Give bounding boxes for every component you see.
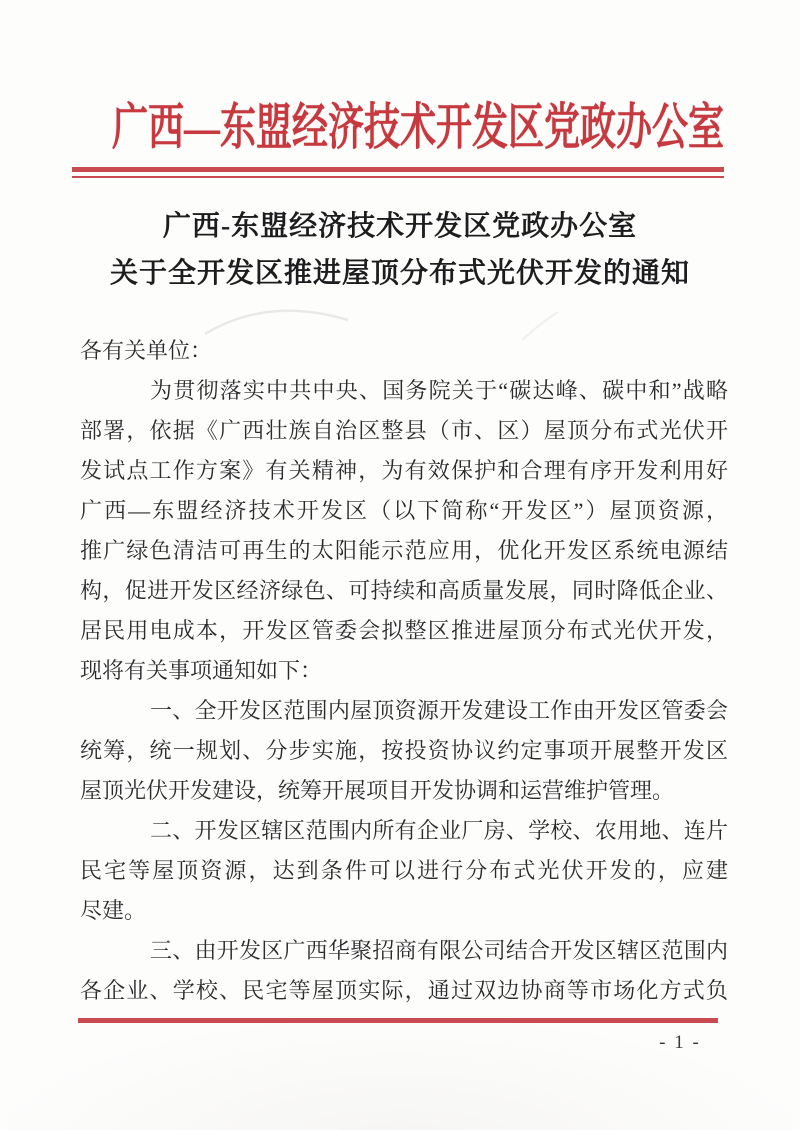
page-number: - 1 - bbox=[659, 1032, 701, 1053]
document-line: 为贯彻落实中共中央、国务院关于“碳达峰、碳中和”战略 bbox=[150, 378, 728, 403]
document-line: 民宅等屋顶资源，达到条件可以进行分布式光伏开发的，应建 bbox=[80, 858, 728, 883]
document-line: 现将有关事项通知如下： bbox=[80, 658, 323, 683]
footer-rule bbox=[78, 1018, 718, 1023]
document-title bbox=[0, 203, 800, 297]
document-title-line1: 广西-东盟经济技术开发区党政办公室 bbox=[162, 211, 638, 242]
document-line: 推广绿色清洁可再生的太阳能示范应用，优化开发区系统电源结 bbox=[80, 538, 728, 563]
document-line: 屋顶光伏开发建设，统筹开展项目开发协调和运营维护管理。 bbox=[80, 778, 675, 803]
letterhead-rule-bottom bbox=[72, 176, 724, 178]
document-body bbox=[80, 331, 728, 1011]
document-line: 发试点工作方案》有关精神，为有效保护和合理有序开发利用好 bbox=[80, 458, 728, 483]
document-line: 三、由开发区广西华聚招商有限公司结合开发区辖区范围内 bbox=[150, 938, 728, 963]
document-line: 尽建。 bbox=[80, 898, 147, 923]
document-line: 居民用电成本，开发区管委会拟整区推进屋顶分布式光伏开发， bbox=[80, 618, 728, 643]
document-line: 二、开发区辖区范围内所有企业厂房、学校、农用地、连片 bbox=[150, 818, 728, 843]
document-line: 广西—东盟经济技术开发区（以下简称“开发区”）屋顶资源， bbox=[80, 498, 728, 523]
document-line: 各企业、学校、民宅等屋顶实际，通过双边协商等市场化方式负 bbox=[80, 978, 728, 1003]
document-line: 部署，依据《广西壮族自治区整县（市、区）屋顶分布式光伏开 bbox=[80, 418, 728, 443]
letterhead-title: 广西—东盟经济技术开发区党政办公室 bbox=[112, 99, 724, 155]
document-line: 各有关单位： bbox=[80, 338, 213, 363]
document-line: 一、全开发区范围内屋顶资源开发建设工作由开发区管委会 bbox=[150, 698, 728, 723]
document-title-line2: 关于全开发区推进屋顶分布式光伏开发的通知 bbox=[109, 258, 690, 289]
document-line: 构，促进开发区经济绿色、可持续和高质量发展，同时降低企业、 bbox=[80, 578, 728, 603]
letterhead-rule-top bbox=[72, 167, 724, 172]
document-line: 统筹，统一规划、分步实施，按投资协议约定事项开展整开发区 bbox=[80, 738, 728, 763]
